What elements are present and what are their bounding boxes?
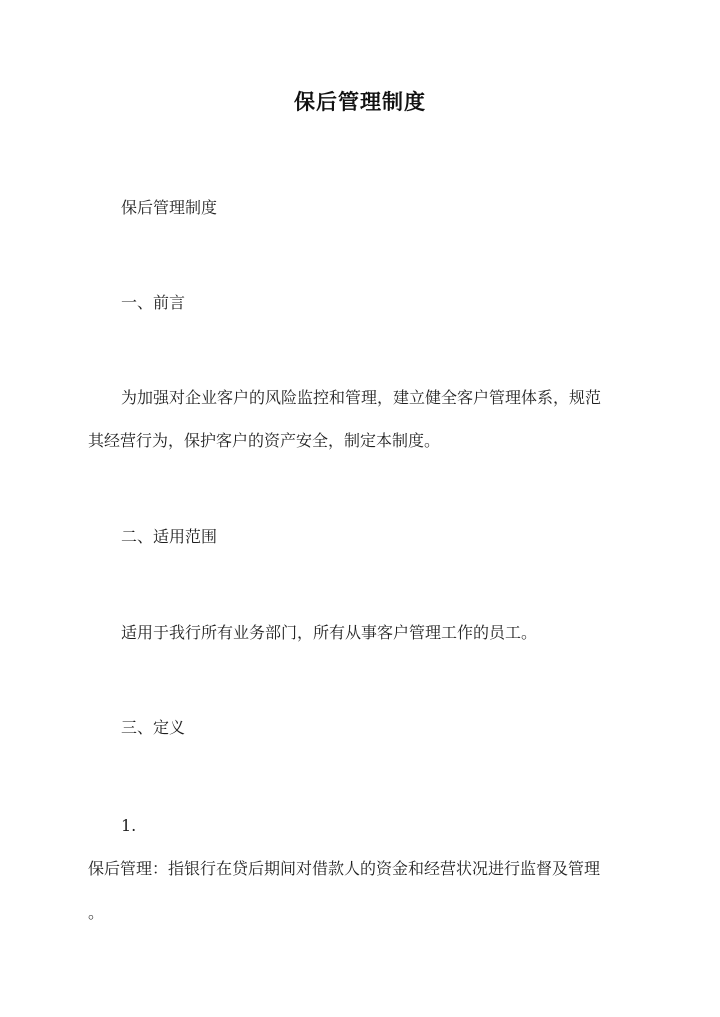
definition-line-1: 保后管理：指银行在贷后期间对借款人的资金和经营状况进行监督及管理 — [88, 859, 601, 878]
section-heading-preface: 一、前言 — [121, 293, 186, 312]
section-heading-definitions: 三、定义 — [121, 718, 186, 737]
definition-list-number: 1. — [121, 816, 137, 835]
preface-paragraph-line-2: 其经营行为，保护客户的资产安全，制定本制度。 — [88, 431, 441, 450]
preface-paragraph-line-1: 为加强对企业客户的风险监控和管理，建立健全客户管理体系，规范 — [121, 388, 602, 407]
document-subtitle: 保后管理制度 — [121, 198, 218, 217]
document-title: 保后管理制度 — [294, 89, 426, 114]
section-heading-scope: 二、适用范围 — [121, 527, 218, 546]
definition-line-2: 。 — [88, 903, 105, 922]
scope-paragraph-line-1: 适用于我行所有业务部门，所有从事客户管理工作的员工。 — [121, 623, 538, 642]
